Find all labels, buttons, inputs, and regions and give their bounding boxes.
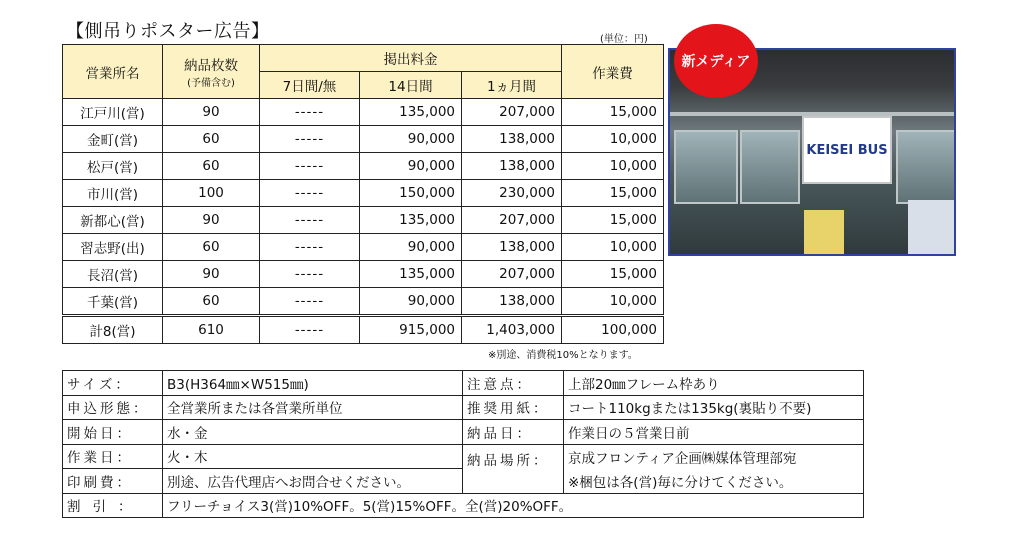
- count-cell: 90: [163, 99, 260, 126]
- delivery-place-note: ※梱包は各(営)毎に分けてください。: [564, 469, 864, 494]
- fee-7-cell: -----: [260, 288, 360, 316]
- fee-7-cell: -----: [260, 126, 360, 153]
- paper-value: コート110kgまたは135kg(裏貼り不要): [564, 395, 864, 420]
- count-cell: 60: [163, 126, 260, 153]
- price-table: [62, 44, 664, 344]
- bus-window: [674, 130, 738, 204]
- info-row: [63, 420, 864, 445]
- header-fee-7: 7日間/無: [260, 72, 360, 99]
- office-name: 市川(営): [63, 180, 163, 207]
- office-name: 金町(営): [63, 126, 163, 153]
- application-label: 申込形態：: [63, 395, 163, 420]
- new-media-badge: 新メディア: [674, 24, 758, 98]
- fee-14-cell: 90,000: [360, 288, 462, 316]
- size-label: サイズ：: [63, 371, 163, 396]
- table-row: [63, 261, 664, 288]
- table-row: [63, 126, 664, 153]
- tax-note: ※別途、消費税10%となります。: [488, 350, 638, 361]
- total-d14: 915,000: [360, 316, 462, 344]
- fee-7-cell: -----: [260, 261, 360, 288]
- office-name: 新都心(営): [63, 207, 163, 234]
- count-cell: 90: [163, 261, 260, 288]
- office-name: 習志野(出): [63, 234, 163, 261]
- fee-month-cell: 138,000: [462, 234, 562, 261]
- total-m1: 1,403,000: [462, 316, 562, 344]
- fee-month-cell: 207,000: [462, 99, 562, 126]
- header-fee-14: 14日間: [360, 72, 462, 99]
- bus-window: [896, 130, 956, 204]
- fee-14-cell: 150,000: [360, 180, 462, 207]
- count-cell: 60: [163, 234, 260, 261]
- work-value: 火・木: [163, 444, 463, 469]
- delivery-date-value: 作業日の５営業日前: [564, 420, 864, 445]
- office-name: 長沼(営): [63, 261, 163, 288]
- delivery-place-value: 京成フロンティア企画㈱媒体管理部宛: [564, 444, 864, 469]
- page-title: 【側吊りポスター広告】: [66, 21, 270, 42]
- fee-14-cell: 135,000: [360, 207, 462, 234]
- fee-7-cell: -----: [260, 99, 360, 126]
- delivery-place-label: 納品場所：: [463, 444, 564, 493]
- header-count-label: 納品枚数: [184, 58, 238, 74]
- total-row: [63, 316, 664, 344]
- attention-label: 注意点：: [463, 371, 564, 396]
- table-row: [63, 99, 664, 126]
- paper-label: 推奨用紙：: [463, 395, 564, 420]
- total-work: 100,000: [562, 316, 664, 344]
- fee-7-cell: -----: [260, 153, 360, 180]
- count-cell: 60: [163, 153, 260, 180]
- unit-note: (単位：円): [600, 34, 648, 45]
- table-row: [63, 153, 664, 180]
- header-work: 作業費: [562, 45, 664, 99]
- work-label: 作業日：: [63, 444, 163, 469]
- bus-window: [740, 130, 800, 204]
- start-value: 水・金: [163, 420, 463, 445]
- fee-14-cell: 90,000: [360, 126, 462, 153]
- total-count: 610: [163, 316, 260, 344]
- size-value: B3(H364㎜×W515㎜): [163, 371, 463, 396]
- office-name: 江戸川(営): [63, 99, 163, 126]
- work-fee-cell: 10,000: [562, 234, 664, 261]
- table-row: [63, 180, 664, 207]
- office-name: 千葉(営): [63, 288, 163, 316]
- total-d7: -----: [260, 316, 360, 344]
- discount-label: 割引：: [63, 493, 163, 518]
- info-row: [63, 395, 864, 420]
- table-row: [63, 288, 664, 316]
- discount-value: フリーチョイス3(営)10%OFF。5(営)15%OFF。全(営)20%OFF。: [163, 493, 864, 518]
- fee-month-cell: 230,000: [462, 180, 562, 207]
- count-cell: 100: [163, 180, 260, 207]
- work-fee-cell: 10,000: [562, 126, 664, 153]
- table-row: [63, 207, 664, 234]
- start-label: 開始日：: [63, 420, 163, 445]
- header-office: 営業所名: [63, 45, 163, 99]
- header-fee-month: 1ヵ月間: [462, 72, 562, 99]
- work-fee-cell: 15,000: [562, 207, 664, 234]
- header-count: [163, 45, 260, 99]
- fee-month-cell: 207,000: [462, 207, 562, 234]
- work-fee-cell: 10,000: [562, 288, 664, 316]
- count-cell: 90: [163, 207, 260, 234]
- hanging-poster: [908, 200, 956, 255]
- fee-month-cell: 138,000: [462, 153, 562, 180]
- delivery-date-label: 納品日：: [463, 420, 564, 445]
- header-fee-group: 掲出料金: [260, 45, 562, 72]
- info-row: [63, 371, 864, 396]
- printing-value: 別途、広告代理店へお問合せください。: [163, 469, 463, 494]
- fee-7-cell: -----: [260, 234, 360, 261]
- keisei-bus-sign: KEISEI BUS: [802, 116, 892, 184]
- fee-14-cell: 135,000: [360, 261, 462, 288]
- info-row: [63, 493, 864, 518]
- fee-14-cell: 135,000: [360, 99, 462, 126]
- application-value: 全営業所または各営業所単位: [163, 395, 463, 420]
- total-name: 計8(営): [63, 316, 163, 344]
- info-table: [62, 370, 864, 518]
- fee-month-cell: 138,000: [462, 126, 562, 153]
- work-fee-cell: 15,000: [562, 261, 664, 288]
- work-fee-cell: 15,000: [562, 180, 664, 207]
- fee-month-cell: 138,000: [462, 288, 562, 316]
- attention-value: 上部20㎜フレーム枠あり: [564, 371, 864, 396]
- table-row: [63, 234, 664, 261]
- printing-label: 印刷費：: [63, 469, 163, 494]
- price-header-row-1: [63, 45, 664, 72]
- work-fee-cell: 10,000: [562, 153, 664, 180]
- fee-14-cell: 90,000: [360, 153, 462, 180]
- work-fee-cell: 15,000: [562, 99, 664, 126]
- fee-7-cell: -----: [260, 207, 360, 234]
- fee-7-cell: -----: [260, 180, 360, 207]
- header-count-sub: (予備含む): [187, 78, 235, 89]
- fee-month-cell: 207,000: [462, 261, 562, 288]
- count-cell: 60: [163, 288, 260, 316]
- fee-14-cell: 90,000: [360, 234, 462, 261]
- info-row: [63, 444, 864, 469]
- hanging-poster: [804, 210, 844, 256]
- office-name: 松戸(営): [63, 153, 163, 180]
